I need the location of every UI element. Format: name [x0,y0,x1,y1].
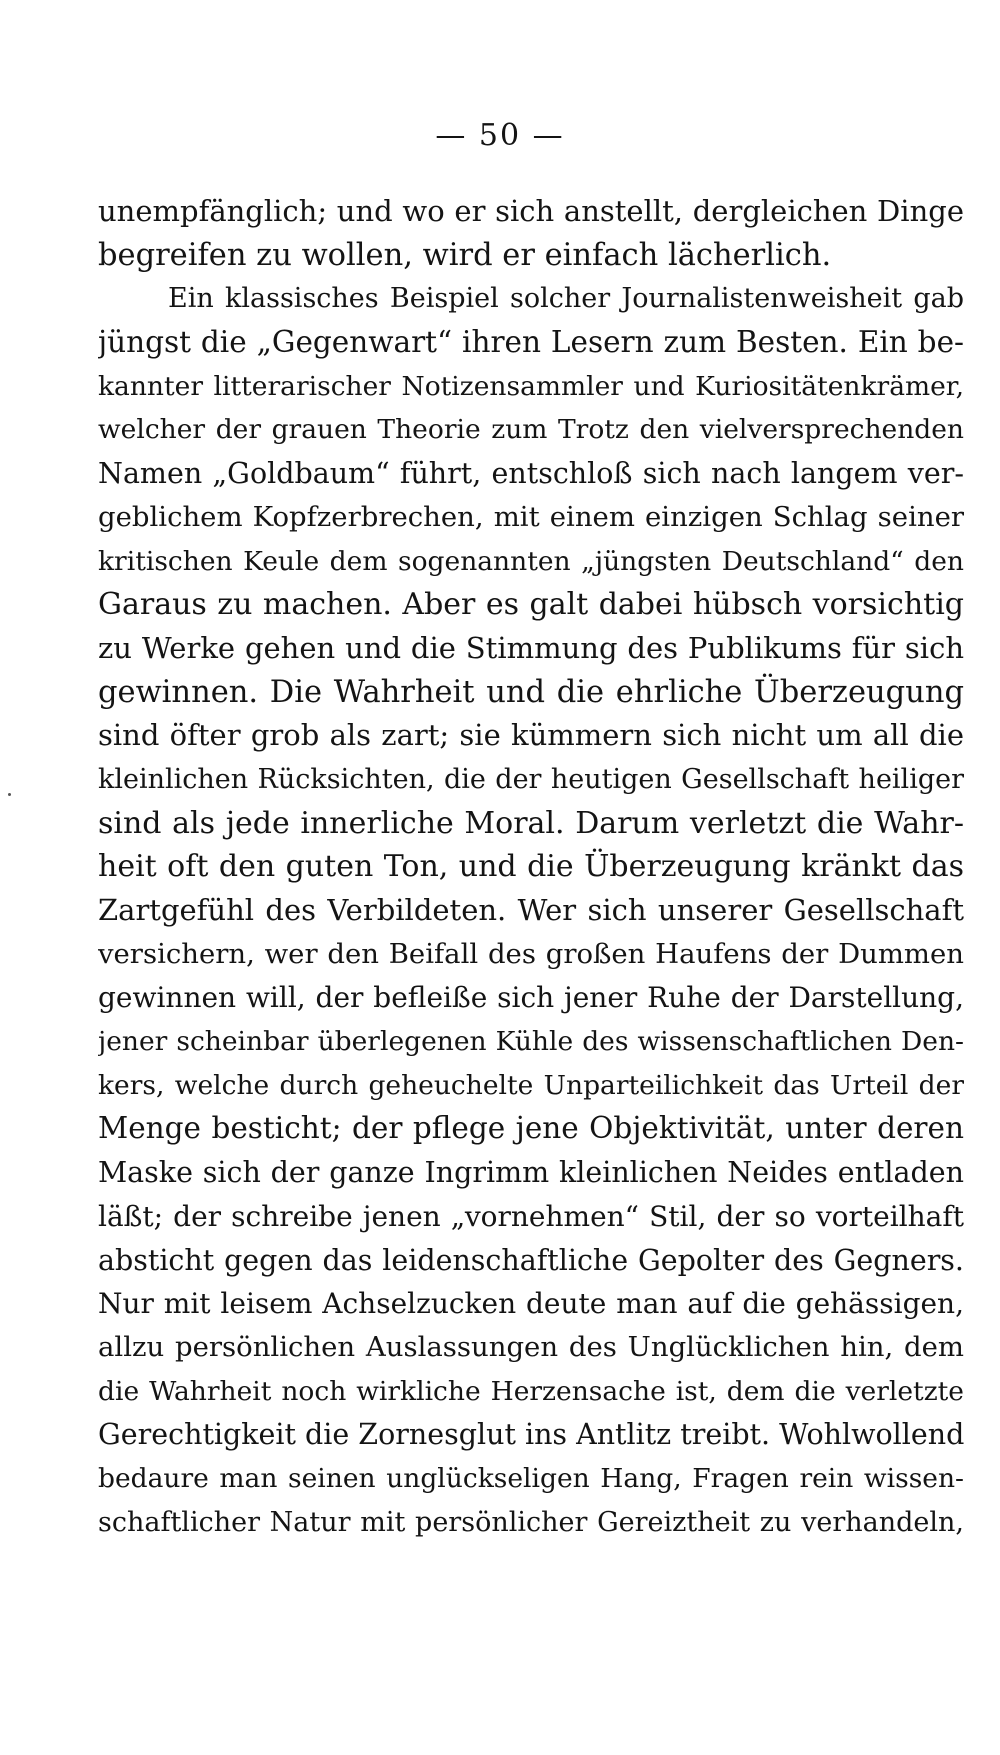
text-line: schaftlicher Natur mit persönlicher Gereiztheit zu verhandeln, [98,1506,964,1538]
margin-speck [8,793,11,796]
text-line: jüngst die „Gegenwart“ ihren Lesern zum Besten. Ein be- [98,325,964,360]
text-line: läßt; der schreibe jenen „vornehmen“ Stil, der so vorteilhaft [98,1199,964,1233]
text-line: gewinnen. Die Wahrheit und die ehrliche Überzeugung [98,674,964,710]
text-line: sind öfter grob als zart; sie kümmern sich nicht um all die [98,718,964,753]
text-line: unempfänglich; und wo er sich anstellt, dergleichen Dinge [98,194,964,228]
text-line: Namen „Goldbaum“ führt, entschloß sich nach langem ver- [98,457,964,491]
body-text [98,190,964,1544]
text-line: Gerechtigkeit die Zornesglut ins Antlitz treibt. Wohlwollend [98,1418,964,1452]
text-line: absticht gegen das leidenschaftliche Gepolter des Gegners. [98,1243,964,1277]
text-line: Zartgefühl des Verbildeten. Wer sich unserer Gesellschaft [98,893,964,927]
text-line: Menge besticht; der pflege jene Objektivität, unter deren [98,1111,964,1146]
text-line: begreifen zu wollen, wird er einfach lächerlich. [98,237,832,273]
text-line: versichern, wer den Beifall des großen Haufens der Dummen [98,937,964,970]
text-line: geblichem Kopfzerbrechen, mit einem einzigen Schlag seiner [98,500,964,533]
text-line: jener scheinbar überlegenen Kühle des wissenschaftlichen Den- [98,1026,964,1058]
text-line: kleinlichen Rücksichten, die der heutigen Gesellschaft heiliger [98,763,964,795]
text-line: gewinnen will, der befleiße sich jener Ruhe der Darstellung, [98,981,964,1015]
text-line: kannter litterarischer Notizensammler und Kuriositätenkrämer, [98,370,964,402]
text-line: sind als jede innerliche Moral. Darum verletzt die Wahr- [98,805,964,841]
page-number: — 50 — [435,118,565,153]
text-line: kers, welche durch geheuchelte Unparteilichkeit das Urteil der [98,1069,964,1101]
text-line: heit oft den guten Ton, und die Überzeugung kränkt das [98,849,964,885]
text-line: welcher der grauen Theorie zum Trotz den vielversprechenden [98,414,964,446]
text-line: Ein klassisches Beispiel solcher Journalistenweisheit gab [168,283,964,315]
text-line: die Wahrheit noch wirkliche Herzensache ist, dem die verletzte [98,1375,964,1407]
text-line: Garaus zu machen. Aber es galt dabei hübsch vorsichtig [98,587,964,623]
text-line: Maske sich der ganze Ingrimm kleinlichen Neides entladen [98,1156,964,1190]
text-line: kritischen Keule dem sogenannten „jüngsten Deutschland“ den [98,545,964,577]
text-line: zu Werke gehen und die Stimmung des Publikums für sich [98,630,964,665]
text-line: Nur mit leisem Achselzucken deute man auf die gehässigen, [98,1287,964,1321]
text-line: bedaure man seinen unglückseligen Hang, Fragen rein wissen- [98,1462,964,1494]
text-line: allzu persönlichen Auslassungen des Unglücklichen hin, dem [98,1330,964,1363]
